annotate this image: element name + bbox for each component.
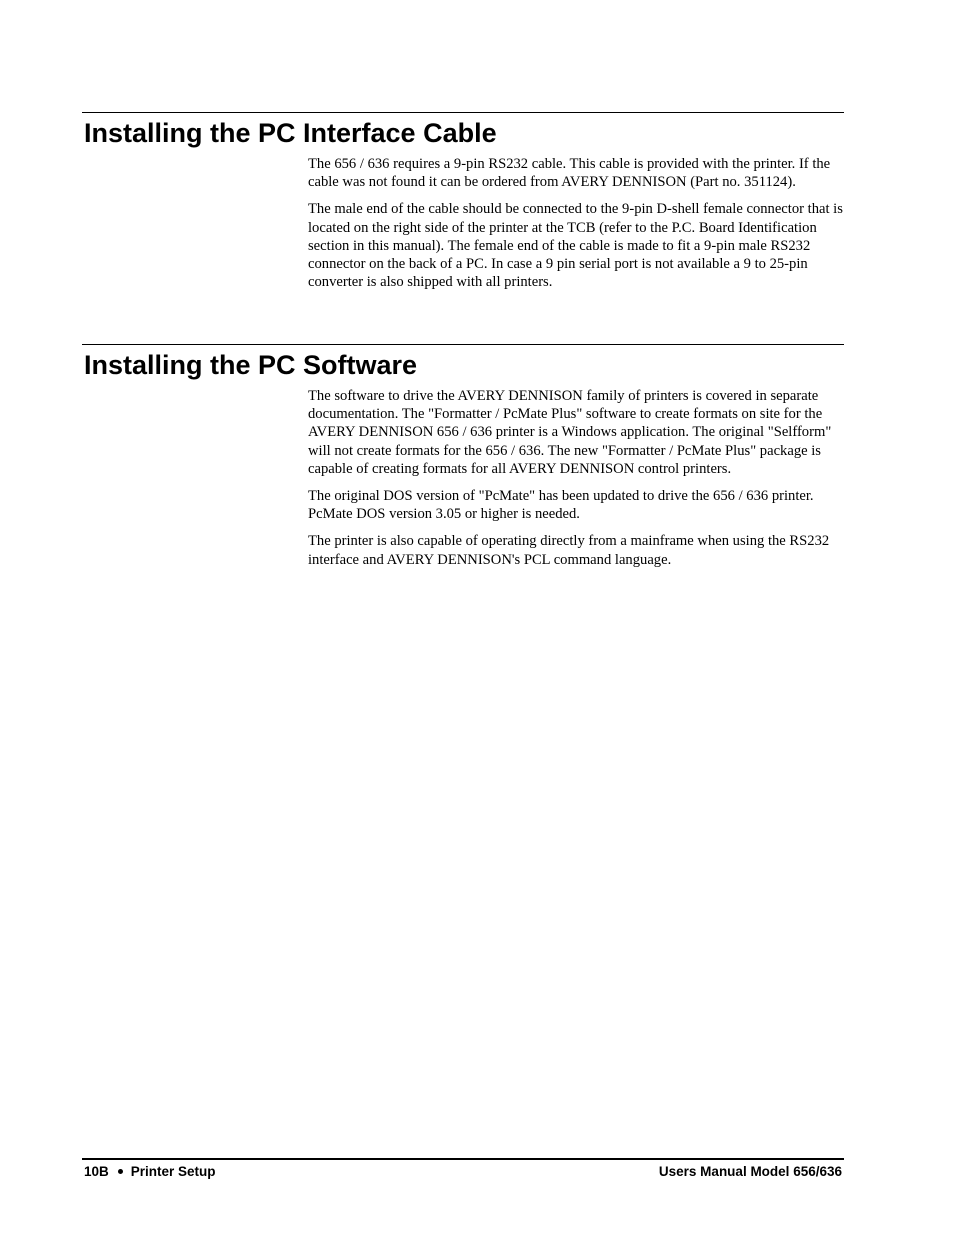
page-number: 10B bbox=[84, 1164, 109, 1179]
section-divider bbox=[82, 344, 844, 345]
section-heading: Installing the PC Interface Cable bbox=[84, 118, 497, 148]
paragraph: The printer is also capable of operating directly from a mainframe when using the RS232 interface and AVERY DENNISON's PCL command language. bbox=[308, 533, 830, 568]
footer-section-name: Printer Setup bbox=[130, 1164, 216, 1179]
footer-left bbox=[84, 1163, 216, 1180]
manual-title: Users Manual Model 656/636 bbox=[658, 1164, 842, 1179]
section-heading: Installing the PC Software bbox=[84, 350, 418, 380]
paragraph: The software to drive the AVERY DENNISON family of printers is covered in separate documentation. The "Formatter / PcMate Plus" software to create formats on site for the AVERY DENNISON 656 / 636 printer is a Windows application. The original "Selfform" will not create formats for the 656 / 636. The new "Formatter / PcMate Plus" package is capable of creating formats for all AVERY DENNISON control printers. bbox=[308, 388, 832, 477]
paragraph: The male end of the cable should be connected to the 9-pin D-shell female connector that is located on the right side of the printer at the TCB (refer to the P.C. Board Identification section in this manual). The female end of the cable is made to fit a 9-pin male RS232 connector on the back of a PC. In case a 9 pin serial port is not available a 9 to 25-pin converter is also shipped with all printers. bbox=[308, 201, 843, 291]
section-pc-interface-cable bbox=[82, 112, 844, 300]
footer-divider bbox=[82, 1158, 844, 1160]
footer-row bbox=[82, 1163, 844, 1180]
bullet-icon bbox=[118, 1169, 123, 1174]
section-body bbox=[308, 387, 848, 569]
section-divider bbox=[82, 112, 844, 113]
page-footer bbox=[82, 1158, 844, 1180]
section-body bbox=[308, 155, 848, 291]
paragraph: The original DOS version of "PcMate" has been updated to drive the 656 / 636 printer. PcMate DOS version 3.05 or higher is needed. bbox=[308, 488, 814, 523]
paragraph: The 656 / 636 requires a 9-pin RS232 cable. This cable is provided with the printer. If the cable was not found it can be ordered from AVERY DENNISON (Part no. 351124). bbox=[308, 156, 831, 191]
section-pc-software bbox=[82, 344, 844, 578]
